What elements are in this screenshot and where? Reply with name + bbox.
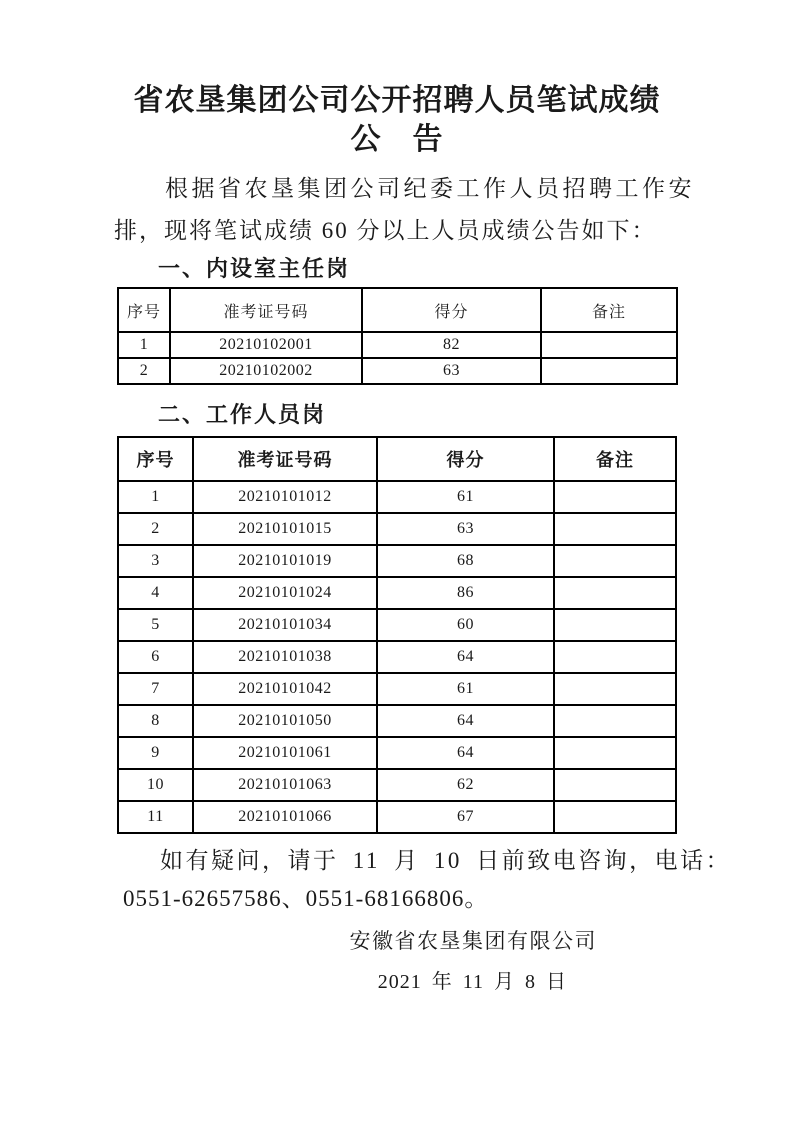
col-header-score: 得分	[377, 437, 554, 481]
ticket-number-cell: 20210101063	[193, 769, 377, 801]
col-header-remark: 备注	[554, 437, 676, 481]
score-cell: 64	[377, 641, 554, 673]
col-header-ticket-number: 准考证号码	[193, 437, 377, 481]
intro-paragraph-line2: 排，现将笔试成绩 60 分以上人员成绩公告如下：	[114, 218, 657, 243]
section2-heading: 二、工作人员岗	[158, 402, 327, 427]
table-row	[118, 641, 676, 673]
table-row	[118, 513, 676, 545]
ticket-number-cell: 20210101024	[193, 577, 377, 609]
serial-cell: 2	[118, 513, 193, 545]
table-row	[118, 737, 676, 769]
score-cell: 64	[377, 737, 554, 769]
remark-cell	[554, 769, 676, 801]
score-cell: 67	[377, 801, 554, 833]
remark-cell	[554, 737, 676, 769]
score-cell: 60	[377, 609, 554, 641]
table-header-row	[118, 288, 677, 332]
remark-cell	[554, 513, 676, 545]
serial-cell: 2	[118, 358, 170, 384]
issue-date: 2021 年 11 月 8 日	[377, 971, 567, 993]
table-row	[118, 705, 676, 737]
table-row	[118, 769, 676, 801]
ticket-number-cell: 20210101015	[193, 513, 377, 545]
col-header-serial: 序号	[118, 437, 193, 481]
serial-cell: 4	[118, 577, 193, 609]
ticket-number-cell: 20210102002	[170, 358, 362, 384]
ticket-number-cell: 20210101019	[193, 545, 377, 577]
page-title-line2: 公 告	[350, 123, 444, 156]
table-row	[118, 481, 676, 513]
remark-cell	[541, 332, 677, 358]
ticket-number-cell: 20210101012	[193, 481, 377, 513]
closing-paragraph-line2: 0551-62657586、0551-68166806。	[123, 886, 489, 911]
remark-cell	[554, 609, 676, 641]
ticket-number-cell: 20210101034	[193, 609, 377, 641]
page-title-line1: 省农垦集团公司公开招聘人员笔试成绩	[133, 84, 661, 117]
table-row	[118, 801, 676, 833]
ticket-number-cell: 20210101050	[193, 705, 377, 737]
remark-cell	[554, 673, 676, 705]
serial-cell: 1	[118, 332, 170, 358]
ticket-number-cell: 20210102001	[170, 332, 362, 358]
serial-cell: 6	[118, 641, 193, 673]
section1-heading: 一、内设室主任岗	[158, 256, 351, 281]
score-cell: 61	[377, 673, 554, 705]
section1-score-table	[117, 287, 678, 385]
score-cell: 61	[377, 481, 554, 513]
serial-cell: 7	[118, 673, 193, 705]
col-header-ticket-number: 准考证号码	[170, 288, 362, 332]
table-row	[118, 673, 676, 705]
col-header-serial: 序号	[118, 288, 170, 332]
closing-paragraph-line1: 如有疑问，请于 11 月 10 日前致电咨询，电话：	[160, 848, 732, 873]
serial-cell: 10	[118, 769, 193, 801]
table-row	[118, 332, 677, 358]
remark-cell	[541, 358, 677, 384]
serial-cell: 3	[118, 545, 193, 577]
remark-cell	[554, 801, 676, 833]
issuer-signature: 安徽省农垦集团有限公司	[349, 929, 597, 953]
remark-cell	[554, 481, 676, 513]
remark-cell	[554, 641, 676, 673]
col-header-score: 得分	[362, 288, 541, 332]
serial-cell: 9	[118, 737, 193, 769]
table-row	[118, 358, 677, 384]
remark-cell	[554, 705, 676, 737]
ticket-number-cell: 20210101061	[193, 737, 377, 769]
ticket-number-cell: 20210101042	[193, 673, 377, 705]
serial-cell: 5	[118, 609, 193, 641]
section2-score-table	[117, 436, 677, 834]
ticket-number-cell: 20210101066	[193, 801, 377, 833]
score-cell: 64	[377, 705, 554, 737]
score-cell: 82	[362, 332, 541, 358]
score-cell: 63	[377, 513, 554, 545]
serial-cell: 8	[118, 705, 193, 737]
intro-paragraph-line1: 根据省农垦集团公司纪委工作人员招聘工作安	[165, 176, 695, 201]
score-cell: 62	[377, 769, 554, 801]
table-row	[118, 545, 676, 577]
ticket-number-cell: 20210101038	[193, 641, 377, 673]
serial-cell: 11	[118, 801, 193, 833]
table-row	[118, 577, 676, 609]
serial-cell: 1	[118, 481, 193, 513]
table-row	[118, 609, 676, 641]
score-cell: 86	[377, 577, 554, 609]
table-header-row	[118, 437, 676, 481]
score-cell: 63	[362, 358, 541, 384]
remark-cell	[554, 545, 676, 577]
remark-cell	[554, 577, 676, 609]
col-header-remark: 备注	[541, 288, 677, 332]
score-cell: 68	[377, 545, 554, 577]
